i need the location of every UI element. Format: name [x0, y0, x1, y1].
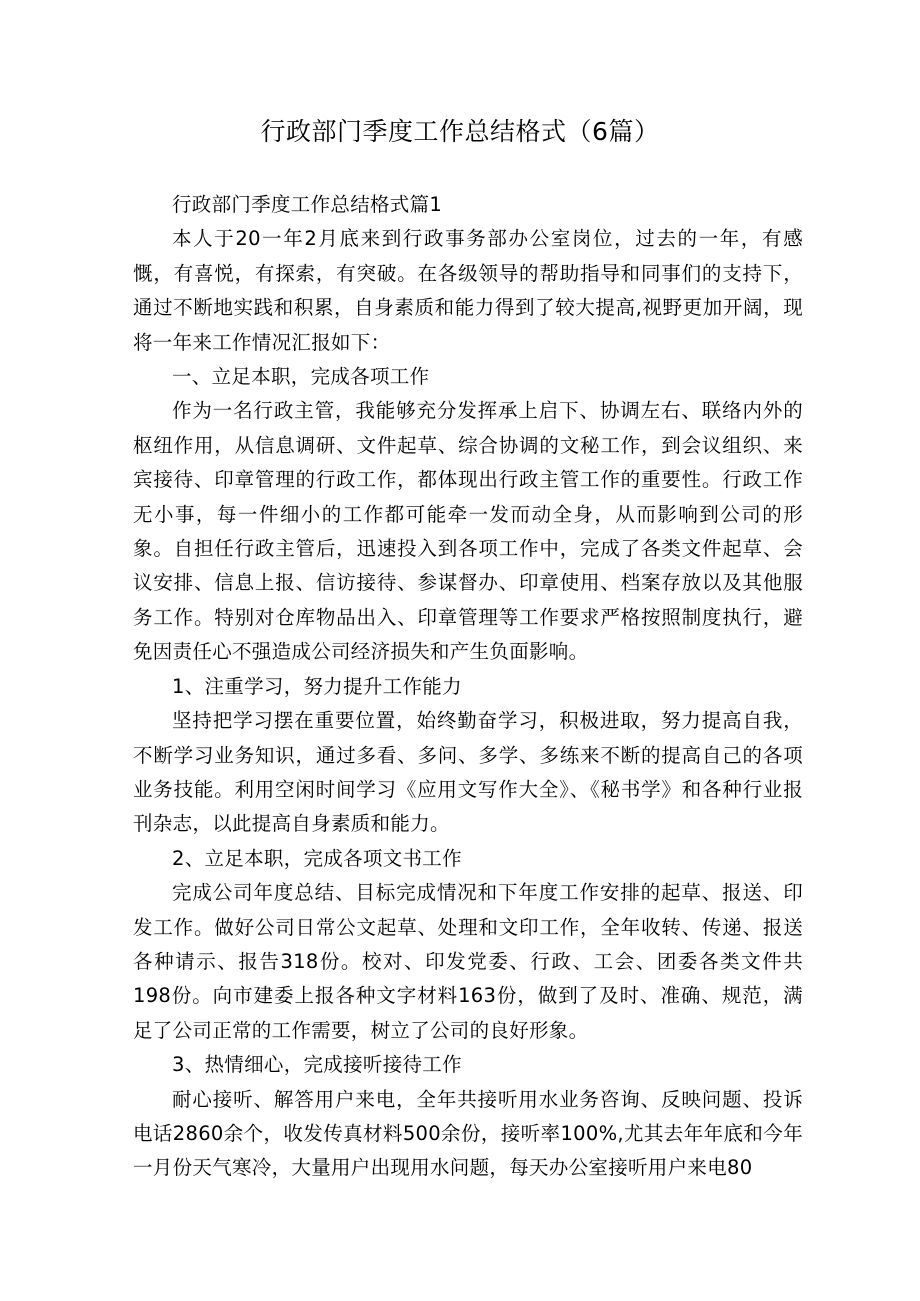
body-paragraph: 完成公司年度总结、目标完成情况和下年度工作安排的起草、报送、印发工作。做好公司日常公文起草、处理和文印工作，全年收转、传递、报送各种请示、报告318份。校对、印发党委、行政、工会、团委各类文件共198份。向市建委上报各种文字材料163份，做到了及时、准确、规范，满足了公司正常的工作需要，树立了公司的良好形象。 [133, 881, 803, 1042]
body-paragraph: 坚持把学习摆在重要位置，始终勤奋学习，积极进取，努力提高自我，不断学习业务知识，通过多看、多问、多学、多练来不断的提高自己的各项业务技能。利用空闲时间学习《应用文写作大全》、《秘书学》和各种行业报刊杂志，以此提高自身素质和能力。 [133, 709, 803, 836]
subsection-heading: 1、注重学习，努力提升工作能力 [172, 674, 462, 698]
body-paragraph: 耐心接听、解答用户来电，全年共接听用水业务咨询、反映问题、投诉电话2860余个，收发传真材料500余份，接听率100%,尤其去年年底和今年一月份天气寒冷，大量用户出现用水问题，每天办公室接听用户来电80 [133, 1087, 803, 1180]
document-body [133, 188, 803, 1186]
subsection-heading: 2、立足本职，完成各项文书工作 [172, 846, 462, 870]
subsection-heading: 3、热情细心，完成接听接待工作 [172, 1053, 462, 1077]
article-heading: 行政部门季度工作总结格式篇1 [172, 193, 443, 216]
document-title: 行政部门季度工作总结格式（6篇） [260, 117, 660, 146]
body-paragraph: 作为一名行政主管，我能够充分发挥承上启下、协调左右、联络内外的枢纽作用，从信息调研、文件起草、综合协调的文秘工作，到会议组织、来宾接待、印章管理的行政工作，都体现出行政主管工作的重要性。行政工作无小事，每一件细小的工作都可能牵一发而动全身，从而影响到公司的形象。自担任行政主管后，迅速投入到各项工作中，完成了各类文件起草、会议安排、信息上报、信访接待、参谋督办、印章使用、档案存放以及其他服务工作。特别对仓库物品出入、印章管理等工作要求严格按照制度执行，避免因责任心不强造成公司经济损失和产生负面影响。 [133, 399, 803, 664]
section-heading: 一、立足本职，完成各项工作 [172, 365, 430, 389]
body-paragraph: 本人于20一年2月底来到行政事务部办公室岗位，过去的一年，有感慨，有喜悦，有探索，有突破。在各级领导的帮助指导和同事们的支持下，通过不断地实践和积累，自身素质和能力得到了较大提高,视野更加开阔，现将一年来工作情况汇报如下： [133, 227, 803, 354]
